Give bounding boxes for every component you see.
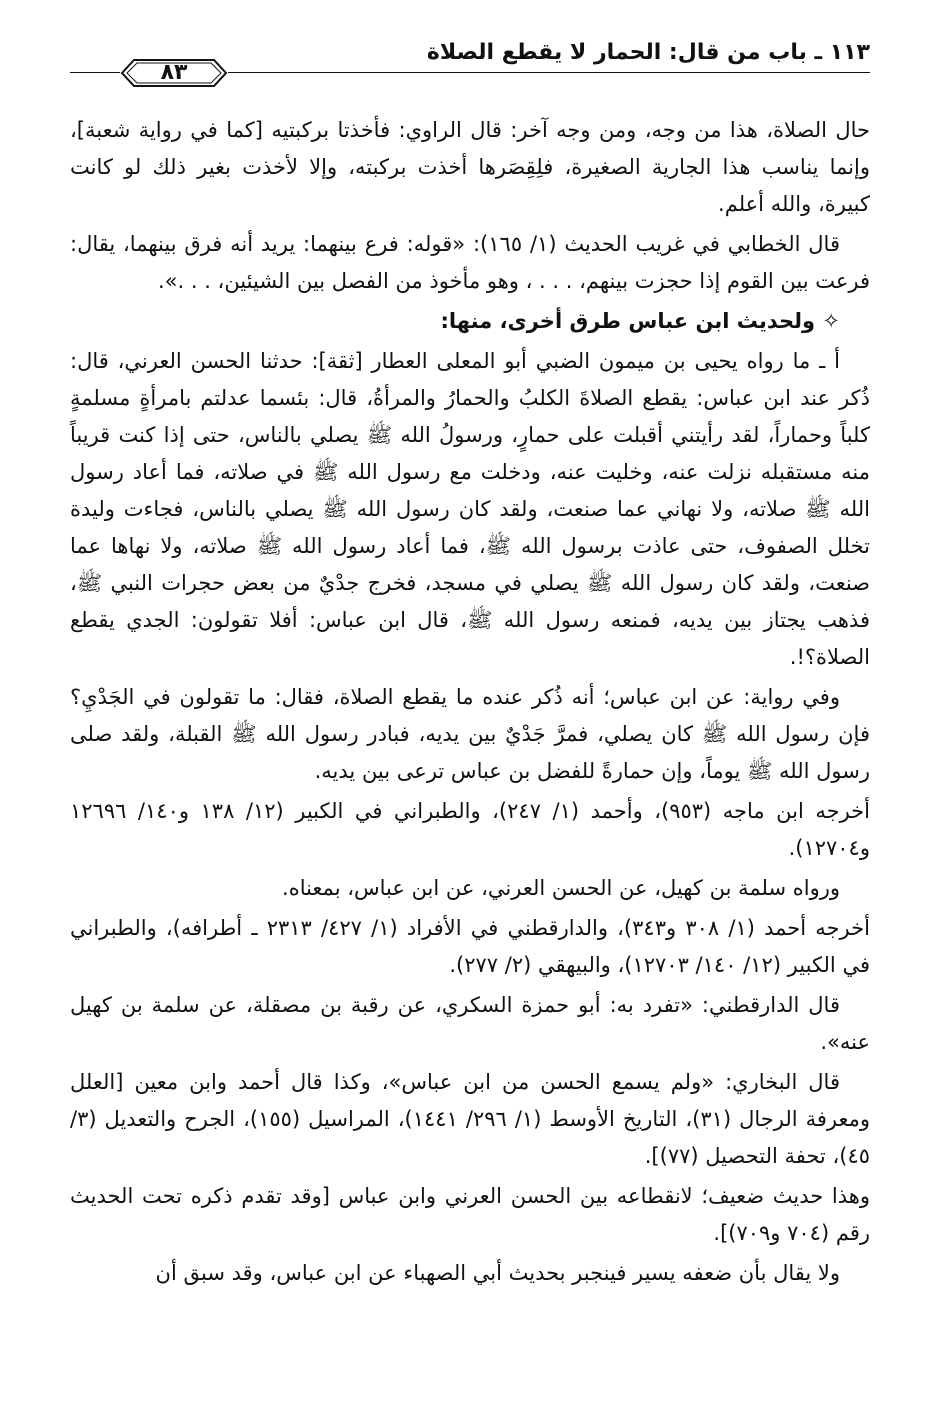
- page-number-ornament: [120, 56, 228, 90]
- paragraph-2: قال الخطابي في غريب الحديث (١/ ١٦٥): «قوله: فرع بينهما: يريد أنه فرق بينهما، يقال: فرعت بين القوم إذا حجزت بينهم، . . . ، وهو مأخوذ من الفصل بين الشيئين، . . .».: [70, 232, 870, 293]
- paragraph-10: وهذا حديث ضعيف؛ لانقطاعه بين الحسن العرني وابن عباس [وقد تقدم ذكره تحت الحديث رقم (٧٠٤ و٧٠٩)].: [70, 1184, 870, 1245]
- paragraph-6: ورواه سلمة بن كهيل، عن الحسن العرني، عن ابن عباس، بمعناه.: [282, 876, 840, 900]
- running-title: ١١٣ ـ باب من قال: الحمار لا يقطع الصلاة: [426, 40, 870, 65]
- paragraph-1: حال الصلاة، هذا من وجه، ومن وجه آخر: قال الراوي: فأخذتا بركبتيه [كما في رواية شعبة]، وإنما يناسب هذا الجارية الصغيرة، فلِقِصَرها أخذت بركبته، وإلا لأخذت بغير ذلك لو كانت كبيرة، والله أعلم.: [70, 118, 870, 216]
- page-number: ٨٣: [160, 60, 188, 85]
- paragraph-7: أخرجه أحمد (١/ ٣٠٨ و٣٤٣)، والدارقطني في الأفراد (١/ ٤٢٧/ ٢٣١٣ ـ أطرافه)، والطبراني في الكبير (١٢/ ١٤٠/ ١٢٧٠٣)، والبيهقي (٢/ ٢٧٧).: [70, 916, 870, 977]
- section-heading: ✧ ولحديث ابن عباس طرق أخرى، منها:: [440, 309, 840, 333]
- paragraph-3: أ ـ ما رواه يحيى بن ميمون الضبي أبو المعلى العطار [ثقة]: حدثنا الحسن العرني، قال: ذُكر عند ابن عباس: يقطع الصلاةَ الكلبُ والحمارُ والمرأةُ، قال: بئسما عدلتم بامرأةٍ مسلمةٍ كلباً وحماراً، لقد رأيتني أقبلت على حمارٍ، ورسولُ الله ﷺ يصلي بالناس، حتى إذا كنت قريباً منه مستقبله نزلت عنه، وخليت عنه، ودخلت مع رسول الله ﷺ في صلاته، فما أعاد رسول الله ﷺ صلاته، ولا نهاني عما صنعت، ولقد كان رسول الله ﷺ يصلي بالناس، فجاءت وليدة تخلل الصفوف، حتى عاذت برسول الله ﷺ، فما أعاد رسول الله ﷺ صلاته، ولا نهاها عما صنعت، ولقد كان رسول الله ﷺ يصلي في مسجد، فخرج جدْيٌ من بعض حجرات النبي ﷺ، فذهب يجتاز بين يديه، فمنعه رسول الله ﷺ، قال ابن عباس: أفلا تقولون: الجدي يقطع الصلاة؟!.: [70, 349, 870, 669]
- paragraph-5: أخرجه ابن ماجه (٩٥٣)، وأحمد (١/ ٢٤٧)، والطبراني في الكبير (١٢/ ١٣٨ و١٤٠/ ١٢٦٩٦ و١٢٧٠٤).: [70, 799, 870, 860]
- page-body: [70, 112, 870, 1295]
- page-header: [70, 40, 870, 100]
- paragraph-4: وفي رواية: عن ابن عباس؛ أنه ذُكر عنده ما يقطع الصلاة، فقال: ما تقولون في الجَدْيِ؟ فإن رسول الله ﷺ كان يصلي، فمرَّ جَدْيٌ بين يديه، فبادر رسول الله ﷺ القبلة، ولقد صلى رسول الله ﷺ يوماً، وإن حمارةً للفضل بن عباس ترعى بين يديه.: [70, 685, 870, 783]
- paragraph-8: قال الدارقطني: «تفرد به: أبو حمزة السكري، عن رقبة بن مصقلة، عن سلمة بن كهيل عنه».: [70, 993, 870, 1054]
- paragraph-11: ولا يقال بأن ضعفه يسير فينجبر بحديث أبي الصهباء عن ابن عباس، وقد سبق أن: [155, 1261, 840, 1285]
- paragraph-9: قال البخاري: «ولم يسمع الحسن من ابن عباس»، وكذا قال أحمد وابن معين [العلل ومعرفة الرجال (٣١)، التاريخ الأوسط (١/ ٢٩٦/ ١٤٤١)، المراسيل (١٥٥)، الجرح والتعديل (٣/ ٤٥)، تحفة التحصيل (٧٧)].: [70, 1070, 871, 1168]
